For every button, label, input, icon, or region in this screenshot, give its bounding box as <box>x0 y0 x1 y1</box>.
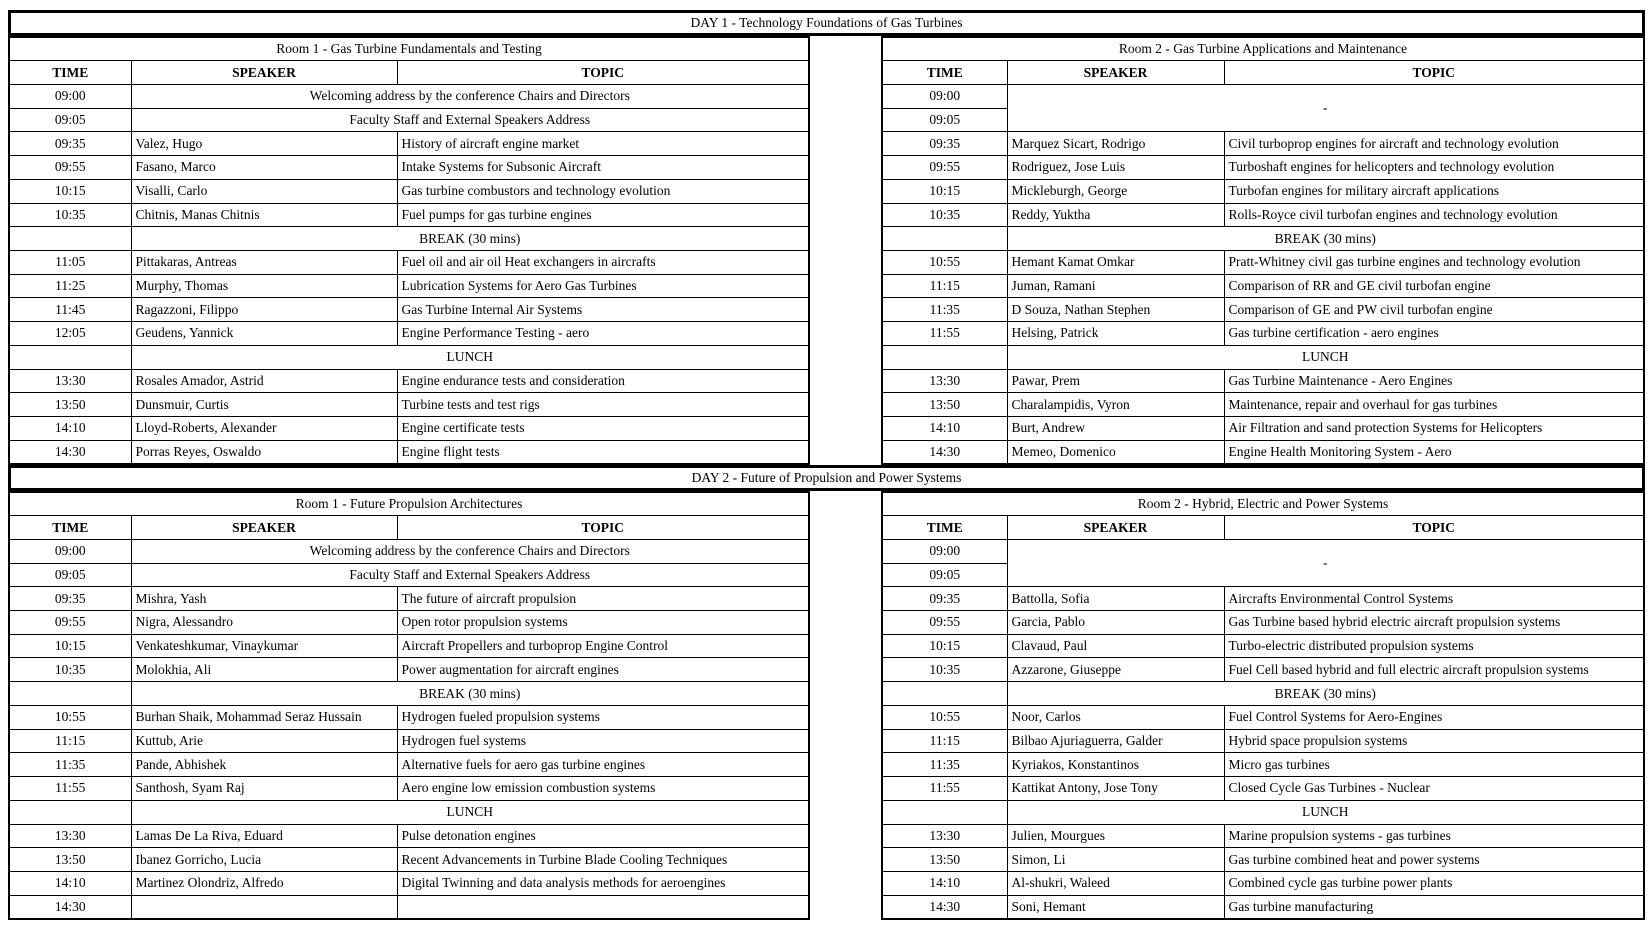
schedule-row <box>882 250 1644 274</box>
session-cell: Faculty Staff and External Speakers Address <box>131 563 809 587</box>
schedule-row <box>9 417 809 441</box>
schedule-row <box>882 895 1644 919</box>
time-cell: 11:55 <box>9 777 131 801</box>
topic-cell: Micro gas turbines <box>1224 753 1644 777</box>
speaker-cell: Memeo, Domenico <box>1007 440 1224 464</box>
room-title: Room 1 - Gas Turbine Fundamentals and Testing <box>9 37 809 61</box>
schedule-row <box>882 369 1644 393</box>
time-cell: 13:30 <box>9 824 131 848</box>
table-gutter <box>810 36 881 46</box>
time-cell: 10:55 <box>882 250 1007 274</box>
time-cell: 11:55 <box>882 777 1007 801</box>
schedule-row <box>9 777 809 801</box>
schedule-row <box>9 800 809 824</box>
room-title: Room 2 - Hybrid, Electric and Power Systems <box>882 492 1644 516</box>
time-cell: 11:15 <box>9 729 131 753</box>
speaker-cell: Al-shukri, Waleed <box>1007 871 1224 895</box>
speaker-cell: Helsing, Patrick <box>1007 322 1224 346</box>
topic-cell: Aircrafts Environmental Control Systems <box>1224 587 1644 611</box>
schedule-row <box>882 753 1644 777</box>
topic-cell: Open rotor propulsion systems <box>397 611 809 635</box>
day-2-body <box>8 491 1645 920</box>
topic-cell: Pratt-Whitney civil gas turbine engines and technology evolution <box>1224 250 1644 274</box>
topic-cell: Fuel oil and air oil Heat exchangers in aircrafts <box>397 250 809 274</box>
schedule-row <box>882 800 1644 824</box>
time-cell: 09:00 <box>882 84 1007 108</box>
time-cell: 10:35 <box>9 203 131 227</box>
topic-cell: Fuel pumps for gas turbine engines <box>397 203 809 227</box>
schedule-row <box>9 753 809 777</box>
topic-cell <box>397 895 809 919</box>
schedule-row <box>9 705 809 729</box>
speaker-cell: Mishra, Yash <box>131 587 397 611</box>
column-header-row <box>882 516 1644 540</box>
time-cell: 10:35 <box>882 203 1007 227</box>
time-cell: 10:55 <box>9 705 131 729</box>
speaker-cell: Bilbao Ajuriaguerra, Galder <box>1007 729 1224 753</box>
column-header-row <box>9 61 809 85</box>
time-cell: 10:15 <box>9 634 131 658</box>
topic-cell: Comparison of RR and GE civil turbofan engine <box>1224 274 1644 298</box>
schedule-row <box>9 848 809 872</box>
schedule-row <box>9 179 809 203</box>
schedule-row <box>9 369 809 393</box>
topic-cell: Marine propulsion systems - gas turbines <box>1224 824 1644 848</box>
schedule-row <box>882 345 1644 369</box>
time-cell: 09:35 <box>882 587 1007 611</box>
speaker-cell: Rosales Amador, Astrid <box>131 369 397 393</box>
schedule-row <box>9 611 809 635</box>
time-cell: 14:10 <box>9 417 131 441</box>
schedule-row <box>882 440 1644 464</box>
topic-cell: Combined cycle gas turbine power plants <box>1224 871 1644 895</box>
speaker-cell: Clavaud, Paul <box>1007 634 1224 658</box>
session-cell: LUNCH <box>131 800 809 824</box>
day-2-banner: DAY 2 - Future of Propulsion and Power Systems <box>8 465 1645 491</box>
topic-cell: Maintenance, repair and overhaul for gas turbines <box>1224 393 1644 417</box>
schedule-row <box>882 179 1644 203</box>
topic-cell: Civil turboprop engines for aircraft and technology evolution <box>1224 132 1644 156</box>
schedule-row <box>882 729 1644 753</box>
schedule-row <box>882 227 1644 251</box>
time-cell: 11:15 <box>882 729 1007 753</box>
time-cell: 13:50 <box>882 848 1007 872</box>
column-header-topic: TOPIC <box>397 61 809 85</box>
time-cell: 13:50 <box>9 848 131 872</box>
time-cell: 10:15 <box>882 634 1007 658</box>
time-cell <box>9 345 131 369</box>
time-cell: 13:50 <box>882 393 1007 417</box>
session-cell: LUNCH <box>131 345 809 369</box>
time-cell: 13:50 <box>9 393 131 417</box>
topic-cell: Hybrid space propulsion systems <box>1224 729 1644 753</box>
speaker-cell: Garcia, Pablo <box>1007 611 1224 635</box>
time-cell: 09:05 <box>9 563 131 587</box>
speaker-cell: Julien, Mourgues <box>1007 824 1224 848</box>
schedule-row <box>9 274 809 298</box>
speaker-cell: Pawar, Prem <box>1007 369 1224 393</box>
schedule-row <box>882 84 1644 108</box>
speaker-cell: Nigra, Alessandro <box>131 611 397 635</box>
time-cell: 14:10 <box>882 871 1007 895</box>
time-cell <box>9 682 131 706</box>
speaker-cell: D Souza, Nathan Stephen <box>1007 298 1224 322</box>
topic-cell: Hydrogen fuel systems <box>397 729 809 753</box>
topic-cell: Gas Turbine Maintenance - Aero Engines <box>1224 369 1644 393</box>
schedule-row <box>882 705 1644 729</box>
topic-cell: Gas turbine certification - aero engines <box>1224 322 1644 346</box>
time-cell: 09:55 <box>9 156 131 180</box>
speaker-cell: Kuttub, Arie <box>131 729 397 753</box>
column-header-time: TIME <box>882 61 1007 85</box>
schedule-row <box>9 345 809 369</box>
session-cell: BREAK (30 mins) <box>1007 682 1644 706</box>
topic-cell: Engine flight tests <box>397 440 809 464</box>
schedule-row <box>9 322 809 346</box>
time-cell: 10:55 <box>882 705 1007 729</box>
column-header-row <box>882 61 1644 85</box>
room-title-row <box>882 492 1644 516</box>
topic-cell: Engine certificate tests <box>397 417 809 441</box>
topic-cell: History of aircraft engine market <box>397 132 809 156</box>
time-cell: 09:00 <box>9 84 131 108</box>
speaker-cell: Geudens, Yannick <box>131 322 397 346</box>
topic-cell: Rolls-Royce civil turbofan engines and technology evolution <box>1224 203 1644 227</box>
session-cell: LUNCH <box>1007 345 1644 369</box>
time-cell: 09:35 <box>9 587 131 611</box>
day-2-room-1-table <box>8 491 810 920</box>
session-cell: BREAK (30 mins) <box>1007 227 1644 251</box>
time-cell <box>882 227 1007 251</box>
table-gutter <box>810 491 881 501</box>
column-header-topic: TOPIC <box>1224 516 1644 540</box>
schedule-row <box>9 539 809 563</box>
session-cell: BREAK (30 mins) <box>131 682 809 706</box>
time-cell: 12:05 <box>9 322 131 346</box>
time-cell: 10:35 <box>882 658 1007 682</box>
schedule-row <box>9 871 809 895</box>
day-2-room-2-table <box>881 491 1645 920</box>
time-cell: 09:05 <box>882 563 1007 587</box>
time-cell: 11:35 <box>9 753 131 777</box>
schedule-row <box>9 587 809 611</box>
topic-cell: Alternative fuels for aero gas turbine engines <box>397 753 809 777</box>
topic-cell: Engine endurance tests and consideration <box>397 369 809 393</box>
time-cell <box>9 227 131 251</box>
topic-cell: Fuel Cell based hybrid and full electric aircraft propulsion systems <box>1224 658 1644 682</box>
topic-cell: The future of aircraft propulsion <box>397 587 809 611</box>
speaker-cell: Ragazzoni, Filippo <box>131 298 397 322</box>
topic-cell: Gas turbine manufacturing <box>1224 895 1644 919</box>
topic-cell: Turbine tests and test rigs <box>397 393 809 417</box>
speaker-cell: Soni, Hemant <box>1007 895 1224 919</box>
schedule-row <box>9 658 809 682</box>
time-cell: 11:55 <box>882 322 1007 346</box>
session-cell: Welcoming address by the conference Chairs and Directors <box>131 539 809 563</box>
speaker-cell: Simon, Li <box>1007 848 1224 872</box>
time-cell: 09:55 <box>882 156 1007 180</box>
topic-cell: Aircraft Propellers and turboprop Engine Control <box>397 634 809 658</box>
topic-cell: Aero engine low emission combustion systems <box>397 777 809 801</box>
topic-cell: Comparison of GE and PW civil turbofan engine <box>1224 298 1644 322</box>
speaker-cell: Mickleburgh, George <box>1007 179 1224 203</box>
schedule-row <box>9 563 809 587</box>
topic-cell: Lubrication Systems for Aero Gas Turbines <box>397 274 809 298</box>
time-cell <box>882 682 1007 706</box>
topic-cell: Fuel Control Systems for Aero-Engines <box>1224 705 1644 729</box>
time-cell: 14:30 <box>882 440 1007 464</box>
speaker-cell: Pande, Abhishek <box>131 753 397 777</box>
schedule-row <box>9 227 809 251</box>
topic-cell: Power augmentation for aircraft engines <box>397 658 809 682</box>
time-cell: 10:15 <box>882 179 1007 203</box>
schedule-row <box>882 871 1644 895</box>
speaker-cell: Molokhia, Ali <box>131 658 397 682</box>
topic-cell: Turboshaft engines for helicopters and technology evolution <box>1224 156 1644 180</box>
column-header-speaker: SPEAKER <box>1007 516 1224 540</box>
day-1-room-2-table <box>881 36 1645 465</box>
schedule-row <box>882 274 1644 298</box>
time-cell: 10:15 <box>9 179 131 203</box>
schedule-row <box>882 156 1644 180</box>
schedule-row <box>9 682 809 706</box>
schedule-row <box>9 156 809 180</box>
schedule-row <box>9 729 809 753</box>
schedule-row <box>882 298 1644 322</box>
time-cell: 09:00 <box>882 539 1007 563</box>
room-title-row <box>9 37 809 61</box>
speaker-cell: Kattikat Antony, Jose Tony <box>1007 777 1224 801</box>
time-cell: 14:30 <box>882 895 1007 919</box>
speaker-cell: Chitnis, Manas Chitnis <box>131 203 397 227</box>
session-cell: Welcoming address by the conference Chairs and Directors <box>131 84 809 108</box>
speaker-cell: Marquez Sicart, Rodrigo <box>1007 132 1224 156</box>
time-cell: 10:35 <box>9 658 131 682</box>
empty-session-cell: - <box>1007 539 1644 586</box>
speaker-cell: Noor, Carlos <box>1007 705 1224 729</box>
schedule-row <box>9 84 809 108</box>
room-title-row <box>9 492 809 516</box>
schedule-row <box>9 440 809 464</box>
schedule-row <box>882 417 1644 441</box>
time-cell: 11:35 <box>882 298 1007 322</box>
time-cell: 14:30 <box>9 895 131 919</box>
schedule-row <box>9 824 809 848</box>
session-cell: BREAK (30 mins) <box>131 227 809 251</box>
speaker-cell: Rodriguez, Jose Luis <box>1007 156 1224 180</box>
room-title: Room 2 - Gas Turbine Applications and Maintenance <box>882 37 1644 61</box>
schedule-row <box>9 393 809 417</box>
topic-cell: Digital Twinning and data analysis methods for aeroengines <box>397 871 809 895</box>
time-cell: 09:55 <box>882 611 1007 635</box>
schedule-row <box>882 848 1644 872</box>
schedule-row <box>9 250 809 274</box>
time-cell: 09:05 <box>882 108 1007 132</box>
speaker-cell: Valez, Hugo <box>131 132 397 156</box>
time-cell: 13:30 <box>882 824 1007 848</box>
schedule-row <box>882 824 1644 848</box>
day-1-banner: DAY 1 - Technology Foundations of Gas Turbines <box>8 10 1645 36</box>
speaker-cell: Santhosh, Syam Raj <box>131 777 397 801</box>
speaker-cell: Lamas De La Riva, Eduard <box>131 824 397 848</box>
time-cell: 11:35 <box>882 753 1007 777</box>
speaker-cell: Juman, Ramani <box>1007 274 1224 298</box>
speaker-cell: Porras Reyes, Oswaldo <box>131 440 397 464</box>
speaker-cell: Martinez Olondriz, Alfredo <box>131 871 397 895</box>
schedule-row <box>9 895 809 919</box>
speaker-cell: Murphy, Thomas <box>131 274 397 298</box>
speaker-cell: Pittakaras, Antreas <box>131 250 397 274</box>
schedule-row <box>882 322 1644 346</box>
column-header-topic: TOPIC <box>397 516 809 540</box>
topic-cell: Gas Turbine based hybrid electric aircraft propulsion systems <box>1224 611 1644 635</box>
room-title-row <box>882 37 1644 61</box>
time-cell: 09:35 <box>882 132 1007 156</box>
topic-cell: Engine Health Monitoring System - Aero <box>1224 440 1644 464</box>
topic-cell: Turbofan engines for military aircraft applications <box>1224 179 1644 203</box>
time-cell: 11:05 <box>9 250 131 274</box>
time-cell: 14:10 <box>882 417 1007 441</box>
time-cell: 11:45 <box>9 298 131 322</box>
speaker-cell: Azzarone, Giuseppe <box>1007 658 1224 682</box>
speaker-cell: Reddy, Yuktha <box>1007 203 1224 227</box>
speaker-cell: Ibanez Gorricho, Lucia <box>131 848 397 872</box>
time-cell: 09:35 <box>9 132 131 156</box>
speaker-cell: Hemant Kamat Omkar <box>1007 250 1224 274</box>
schedule-row <box>882 658 1644 682</box>
speaker-cell: Kyriakos, Konstantinos <box>1007 753 1224 777</box>
column-header-speaker: SPEAKER <box>131 516 397 540</box>
schedule-row <box>9 298 809 322</box>
time-cell: 09:05 <box>9 108 131 132</box>
time-cell <box>9 800 131 824</box>
schedule-row <box>882 539 1644 563</box>
speaker-cell: Dunsmuir, Curtis <box>131 393 397 417</box>
schedule-row <box>882 393 1644 417</box>
column-header-time: TIME <box>9 516 131 540</box>
topic-cell: Gas Turbine Internal Air Systems <box>397 298 809 322</box>
column-header-row <box>9 516 809 540</box>
time-cell: 14:30 <box>9 440 131 464</box>
speaker-cell: Visalli, Carlo <box>131 179 397 203</box>
topic-cell: Air Filtration and sand protection Systems for Helicopters <box>1224 417 1644 441</box>
topic-cell: Pulse detonation engines <box>397 824 809 848</box>
time-cell: 11:25 <box>9 274 131 298</box>
schedule-row <box>882 587 1644 611</box>
time-cell <box>882 800 1007 824</box>
schedule-row <box>9 132 809 156</box>
topic-cell: Engine Performance Testing - aero <box>397 322 809 346</box>
time-cell: 09:55 <box>9 611 131 635</box>
schedule-row <box>882 682 1644 706</box>
topic-cell: Intake Systems for Subsonic Aircraft <box>397 156 809 180</box>
speaker-cell <box>131 895 397 919</box>
speaker-cell: Burt, Andrew <box>1007 417 1224 441</box>
schedule-row <box>882 132 1644 156</box>
topic-cell: Gas turbine combined heat and power systems <box>1224 848 1644 872</box>
time-cell: 13:30 <box>882 369 1007 393</box>
speaker-cell: Fasano, Marco <box>131 156 397 180</box>
column-header-topic: TOPIC <box>1224 61 1644 85</box>
day-1-body <box>8 36 1645 465</box>
speaker-cell: Burhan Shaik, Mohammad Seraz Hussain <box>131 705 397 729</box>
topic-cell: Turbo-electric distributed propulsion systems <box>1224 634 1644 658</box>
time-cell: 13:30 <box>9 369 131 393</box>
speaker-cell: Charalampidis, Vyron <box>1007 393 1224 417</box>
column-header-time: TIME <box>882 516 1007 540</box>
schedule-row <box>9 634 809 658</box>
schedule-row <box>882 611 1644 635</box>
topic-cell: Gas turbine combustors and technology evolution <box>397 179 809 203</box>
column-header-speaker: SPEAKER <box>131 61 397 85</box>
schedule-row <box>882 634 1644 658</box>
column-header-speaker: SPEAKER <box>1007 61 1224 85</box>
topic-cell: Recent Advancements in Turbine Blade Cooling Techniques <box>397 848 809 872</box>
time-cell: 14:10 <box>9 871 131 895</box>
empty-session-cell: - <box>1007 84 1644 131</box>
speaker-cell: Venkateshkumar, Vinaykumar <box>131 634 397 658</box>
room-title: Room 1 - Future Propulsion Architectures <box>9 492 809 516</box>
session-cell: Faculty Staff and External Speakers Address <box>131 108 809 132</box>
time-cell: 09:00 <box>9 539 131 563</box>
schedule-row <box>9 203 809 227</box>
speaker-cell: Battolla, Sofia <box>1007 587 1224 611</box>
session-cell: LUNCH <box>1007 800 1644 824</box>
time-cell <box>882 345 1007 369</box>
topic-cell: Hydrogen fueled propulsion systems <box>397 705 809 729</box>
column-header-time: TIME <box>9 61 131 85</box>
speaker-cell: Lloyd-Roberts, Alexander <box>131 417 397 441</box>
topic-cell: Closed Cycle Gas Turbines - Nuclear <box>1224 777 1644 801</box>
day-1-room-1-table <box>8 36 810 465</box>
schedule-row <box>882 203 1644 227</box>
schedule-row <box>882 777 1644 801</box>
time-cell: 11:15 <box>882 274 1007 298</box>
schedule-row <box>9 108 809 132</box>
